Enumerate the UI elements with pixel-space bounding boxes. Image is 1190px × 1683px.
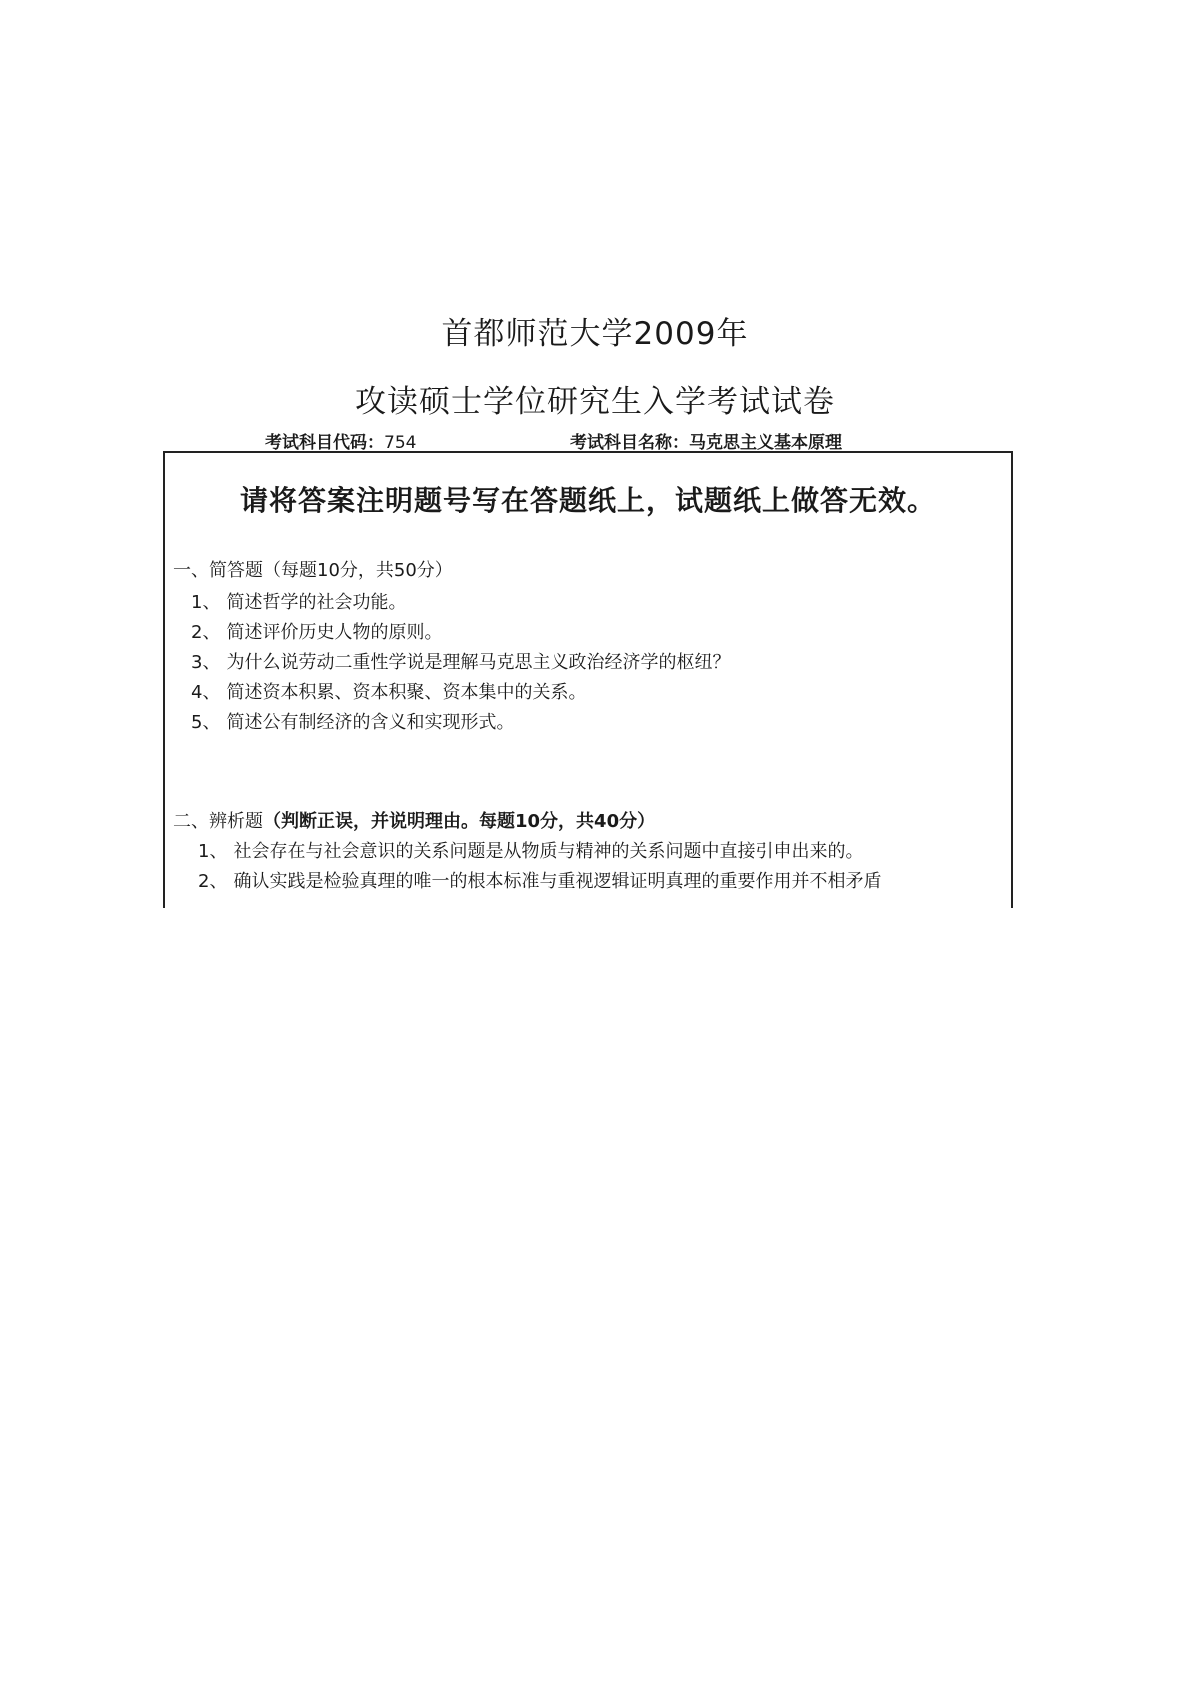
section-title: 一、简答题: [173, 560, 263, 581]
question-item: [191, 708, 730, 738]
question-text: 简述评价历史人物的原则。: [226, 622, 443, 643]
question-text: 确认实践是检验真理的唯一的根本标准与重视逻辑证明真理的重要作用并不相矛盾: [233, 871, 882, 892]
subject-code-label: 考试科目代码：: [265, 433, 384, 453]
question-item: [198, 867, 881, 897]
question-number: 5、: [191, 712, 221, 733]
question-item: [198, 837, 881, 867]
section-scoring: （判断正误，并说明理由。每题10分，共40分）: [263, 811, 656, 832]
subject-code-value: 754: [384, 433, 417, 453]
question-list-analysis: [198, 837, 881, 897]
question-number: 2、: [198, 871, 228, 892]
question-number: 3、: [191, 652, 221, 673]
subject-name-label: 考试科目名称：: [570, 433, 689, 453]
question-item: [191, 678, 730, 708]
question-text: 简述公有制经济的含义和实现形式。: [226, 712, 515, 733]
question-item: [191, 588, 730, 618]
section-title: 二、辨析题: [173, 811, 263, 832]
exam-title: 攻读硕士学位研究生入学考试试卷: [355, 384, 835, 420]
university-title: 首都师范大学2009年: [441, 316, 749, 352]
question-text: 简述哲学的社会功能。: [226, 592, 407, 613]
question-item: [191, 648, 730, 678]
section-scoring: （每题10分，共50分）: [263, 560, 453, 581]
subject-code-row: [265, 428, 416, 453]
section-heading-analysis: [173, 807, 655, 833]
question-text: 社会存在与社会意识的关系问题是从物质与精神的关系问题中直接引申出来的。: [233, 841, 864, 862]
subject-name-row: [570, 428, 842, 453]
question-text: 简述资本积累、资本积聚、资本集中的关系。: [226, 682, 587, 703]
exam-question-box: [163, 451, 1013, 908]
question-number: 2、: [191, 622, 221, 643]
question-number: 4、: [191, 682, 221, 703]
answer-notice: 请将答案注明题号写在答题纸上，试题纸上做答无效。: [239, 484, 936, 517]
question-list-short-answer: [191, 588, 730, 738]
question-text: 为什么说劳动二重性学说是理解马克思主义政治经济学的枢纽？: [226, 652, 731, 673]
question-number: 1、: [198, 841, 228, 862]
question-item: [191, 618, 730, 648]
question-number: 1、: [191, 592, 221, 613]
subject-name-value: 马克思主义基本原理: [689, 433, 842, 453]
section-heading-short-answer: [173, 556, 453, 582]
